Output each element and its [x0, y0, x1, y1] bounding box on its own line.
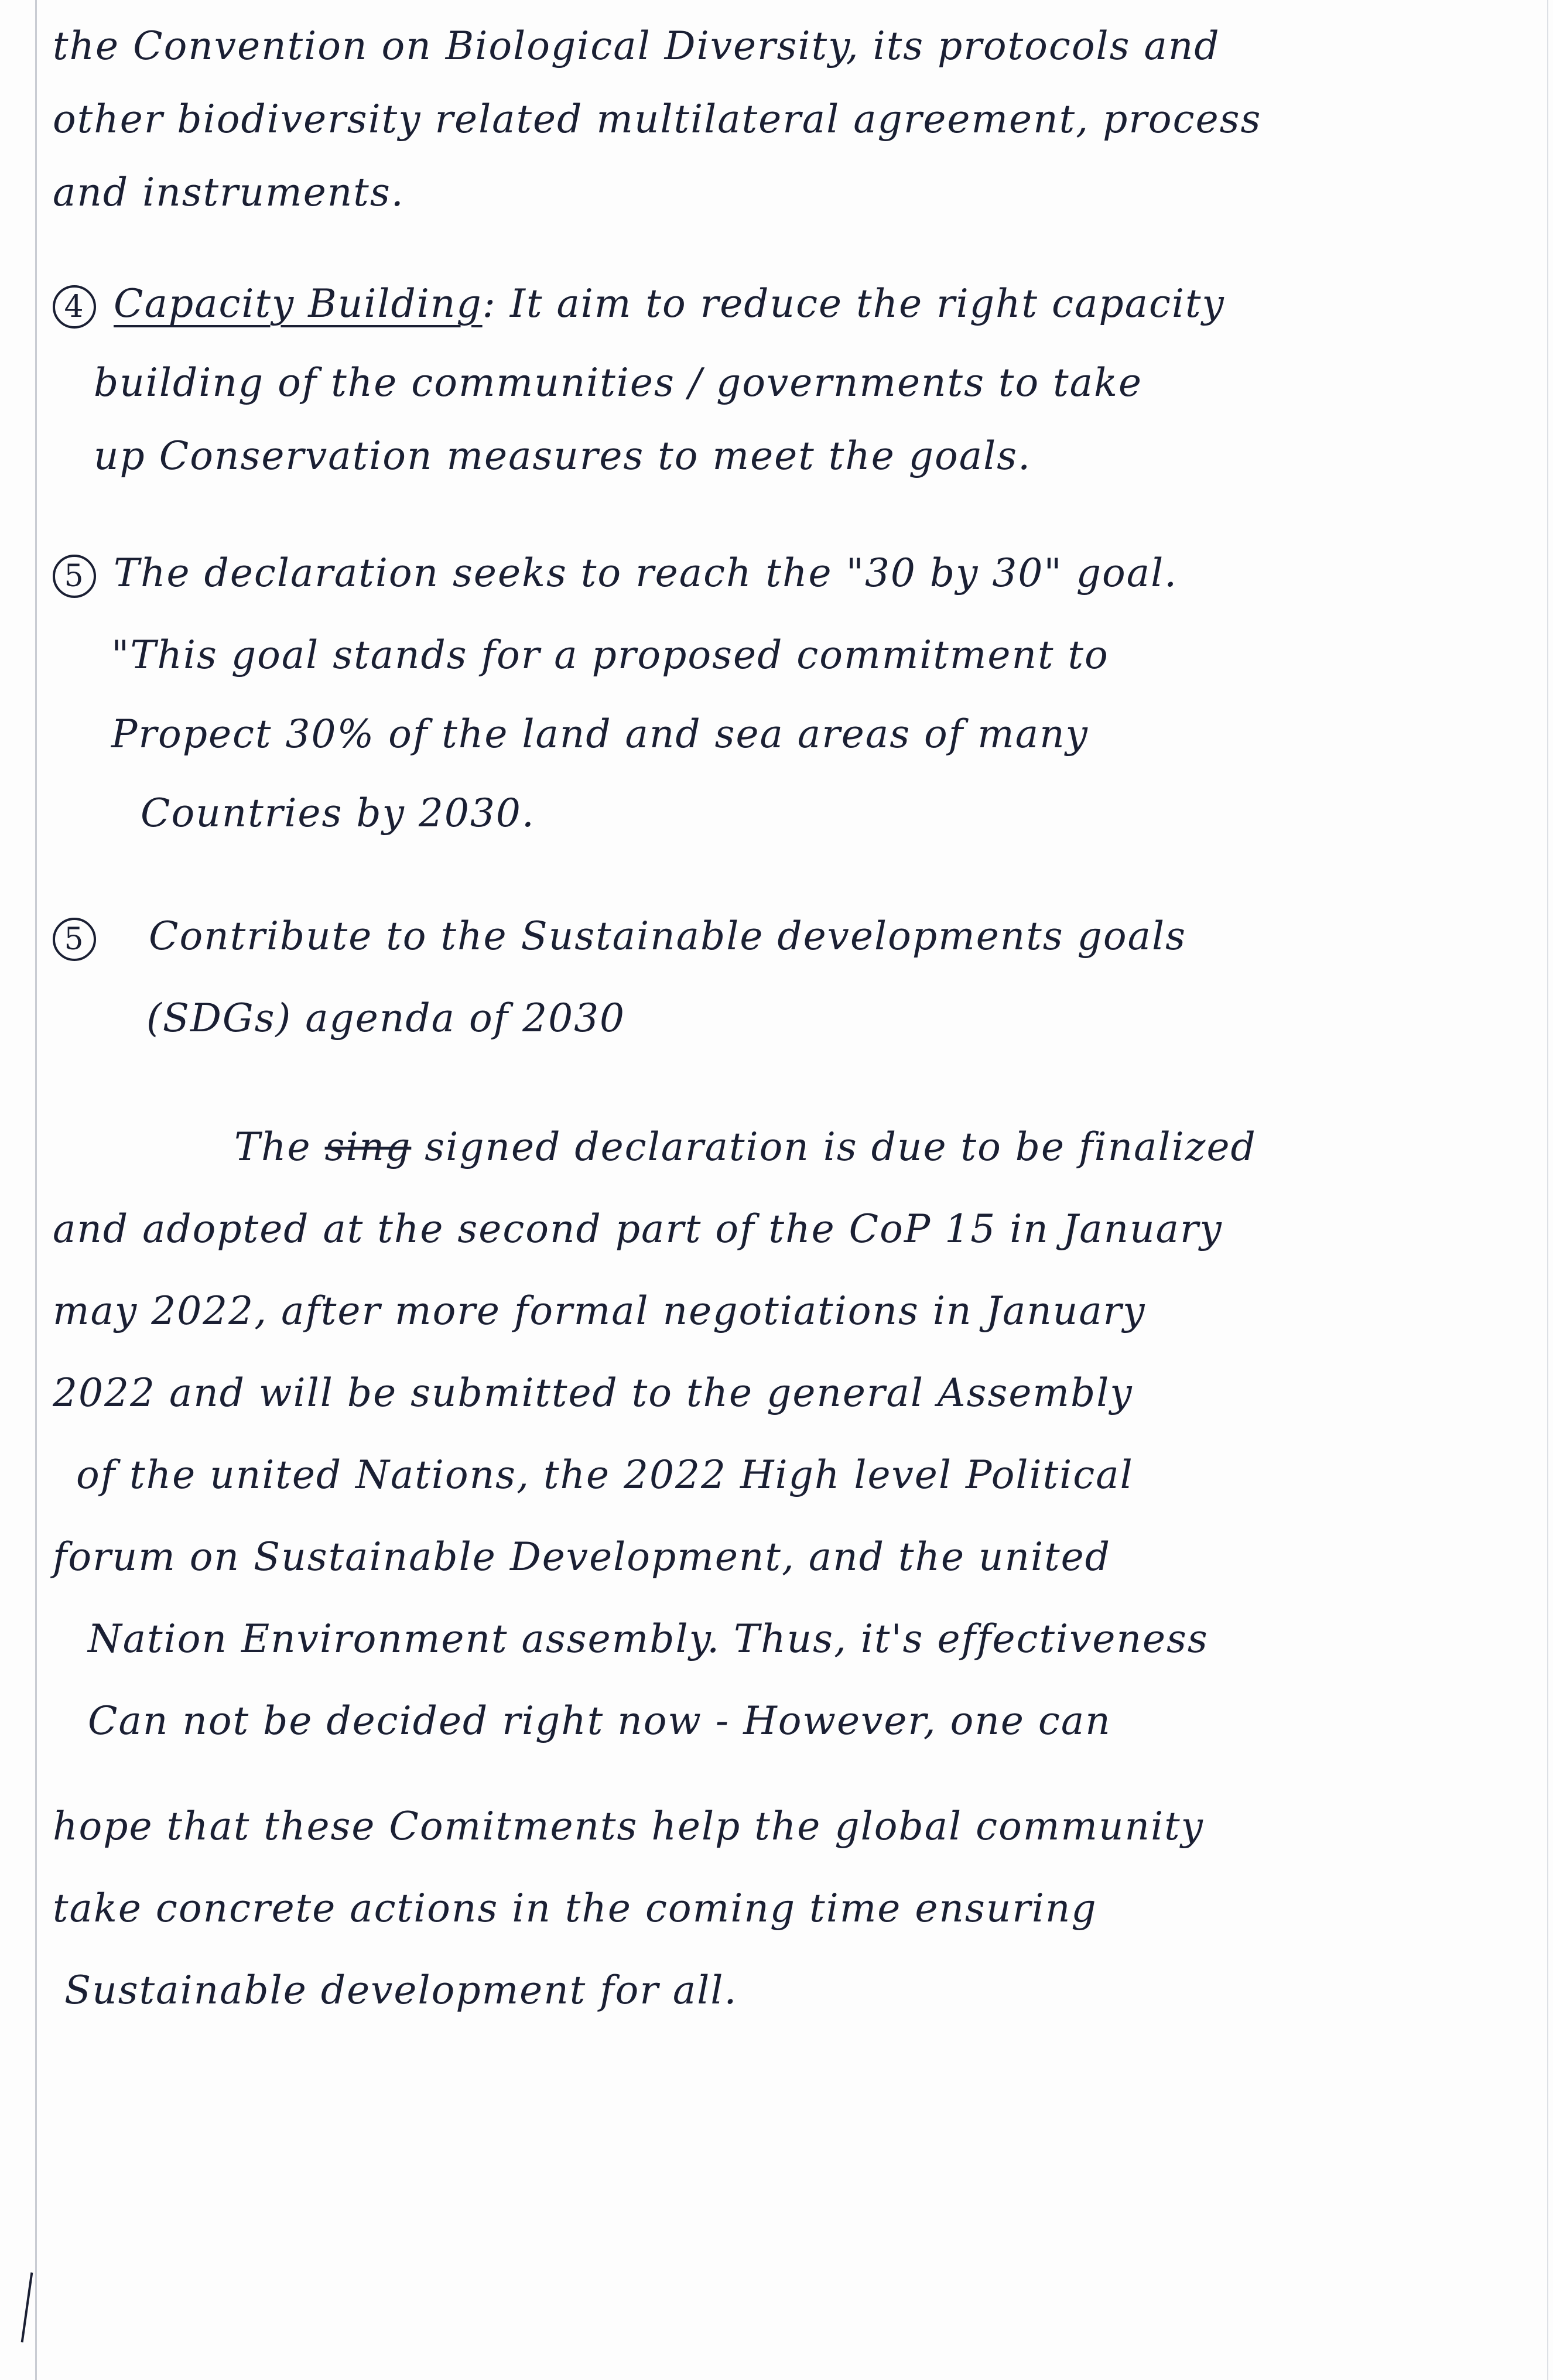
- text-line: Sustainable development for all.: [64, 1968, 738, 2013]
- declaration-line: [53, 550, 1178, 598]
- item-number-5: 5: [53, 555, 96, 598]
- text-line: take concrete actions in the coming time ensuring: [53, 1886, 1097, 1931]
- struck-word: sing: [324, 1124, 412, 1170]
- text-line: (SDGs) agenda of 2030: [146, 996, 626, 1041]
- text-line: may 2022, after more formal negotiations in January: [53, 1288, 1146, 1333]
- text-line: the Convention on Biological Diversity, its protocols and: [53, 23, 1220, 69]
- text-line: and adopted at the second part of the CoP 15 in January: [53, 1206, 1223, 1251]
- capacity-building-heading-line: [53, 281, 1225, 329]
- page-edge: [1547, 0, 1548, 2380]
- text-line: of the united Nations, the 2022 High level Political: [76, 1452, 1134, 1497]
- text-line: 2022 and will be submitted to the general Assembly: [53, 1370, 1133, 1415]
- capacity-building-heading: Capacity Building: [114, 281, 483, 326]
- margin-line: [35, 0, 37, 2380]
- text-line: "This goal stands for a proposed commitment to: [111, 632, 1109, 678]
- text-line: and instruments.: [53, 170, 405, 215]
- capacity-building-text: : It aim to reduce the right capacity: [482, 281, 1225, 326]
- sdg-line: [53, 914, 1186, 961]
- closing-first-line: [234, 1124, 1257, 1170]
- text-line: Propect 30% of the land and sea areas of many: [111, 712, 1089, 757]
- text-line: other biodiversity related multilateral agreement, process: [53, 97, 1262, 142]
- text-line: building of the communities / governments to take: [94, 360, 1143, 405]
- text-line: forum on Sustainable Development, and the united: [53, 1534, 1111, 1579]
- item-number-4: 4: [53, 285, 96, 329]
- declaration-text: The declaration seeks to reach the "30 by 30" goal.: [114, 550, 1178, 596]
- closing-rest: signed declaration is due to be finalized: [425, 1124, 1257, 1170]
- text-line: Can not be decided right now - However, one can: [88, 1698, 1111, 1743]
- text-line: Nation Environment assembly. Thus, it's effectiveness: [88, 1616, 1209, 1661]
- text-line: up Conservation measures to meet the goals.: [94, 433, 1032, 478]
- sdg-text: Contribute to the Sustainable developments goals: [149, 914, 1186, 959]
- text-line: Countries by 2030.: [141, 791, 535, 836]
- text-line: hope that these Comitments help the global community: [53, 1804, 1204, 1849]
- pen-mark: [21, 2272, 33, 2342]
- closing-intro: The: [234, 1124, 312, 1170]
- item-number-5: 5: [53, 918, 96, 961]
